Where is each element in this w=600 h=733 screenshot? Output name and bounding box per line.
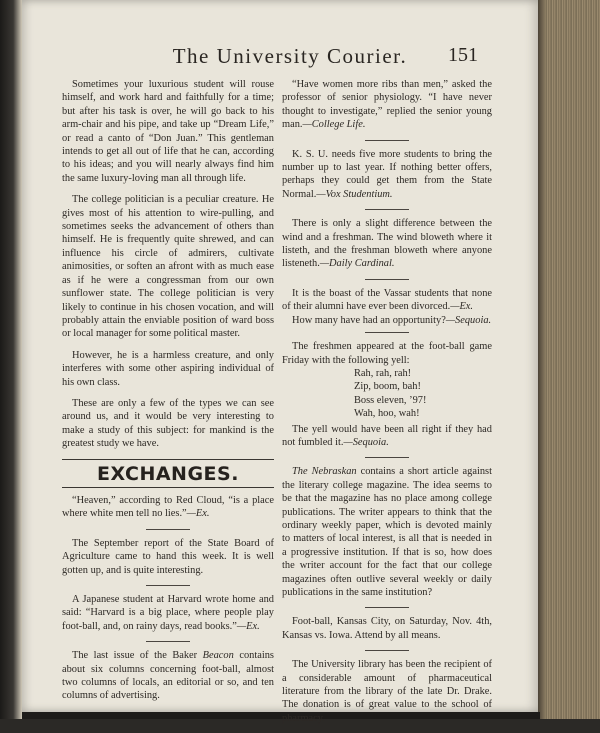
exchange-item-football-iowa: Foot-ball, Kansas City, on Saturday, Nov. 4th, Kansas vs. Iowa. Attend by all means. [282, 616, 492, 641]
yell-line: Wah, hoo, wah! [354, 408, 420, 420]
exchange-item-freshman-yell: The freshmen appeared at the foot-ball game Friday with the following yell: [282, 341, 492, 366]
exchange-item-red-cloud: “Heaven,” according to Red Cloud, “is a place where white men tell no lies.”—Ex. [62, 494, 274, 520]
separator [146, 529, 190, 530]
section-rule-bottom [62, 487, 274, 488]
right-column [282, 78, 492, 733]
separator [365, 457, 409, 458]
book-gutter-edge [0, 0, 22, 719]
page-number: 151 [448, 44, 478, 66]
separator [365, 332, 409, 333]
separator [146, 641, 190, 642]
exchange-item-vassar: It is the boast of the Vassar students that none of their alumni have ever been divorced.—Ex. [282, 287, 492, 313]
separator [365, 607, 409, 608]
yell-line: Boss eleven, ’97! [354, 394, 427, 406]
exchange-item-harvard: A Japanese student at Harvard wrote home and said: “Harvard is a big place, where people play foot-ball, and, on rainy days, read books.”—Ex. [62, 594, 274, 632]
separator [365, 140, 409, 141]
exchange-item-ribs: “Have women more ribs than men,” asked the professor of senior physiology. “I have never thought to investigate,” replied the senior young man.—College Life. [282, 79, 492, 131]
separator [365, 650, 409, 651]
paragraph-types-conclusion: These are only a few of the types we can see around us, and it would be very interesting to make a study of this subject: for mankind is the greatest study we have. [62, 397, 274, 450]
yell-verse [282, 367, 492, 421]
exchange-item-ksu: K. S. U. needs five more students to bring the number up to last year. If nothing better offers, perhaps they could get them from the State Normal.—Vox Studentium. [282, 148, 492, 200]
exchange-item-library: The University library has been the recipient of a considerable amount of pharmaceutical literature from the library of the late Dr. Drake. The donation is of great value to the school of pharmacy. [282, 659, 492, 724]
yell-line: Zip, boom, bah! [354, 381, 421, 393]
paragraph-harmless-creature: However, he is a harmless creature, and only interferes with some other aspiring individual of his own class. [62, 349, 274, 388]
separator [365, 209, 409, 210]
page-stack-edge [538, 0, 600, 719]
yell-line: Rah, rah, rah! [354, 367, 412, 379]
exchange-item-opportunity: How many have had an opportunity?—Sequoia. [292, 314, 492, 326]
separator [365, 279, 409, 280]
exchange-item-baker-beacon: The last issue of the Baker Beacon contains about six columns concerning foot-ball, almost two columns of locals, an editorial or so, and ten columns of advertising. [62, 650, 274, 702]
exchange-item-fumbled: The yell would have been all right if they had not fumbled it.—Sequoia. [282, 423, 492, 448]
left-column [62, 78, 274, 711]
page-title: The University Courier. [172, 44, 408, 68]
exchange-item-state-board: The September report of the State Board of Agriculture came to hand this week. It is well gotten up, and is quite interesting. [62, 537, 274, 576]
separator [146, 585, 190, 586]
section-heading-exchanges: EXCHANGES. [97, 462, 239, 485]
exchange-item-wind-freshman: There is only a slight difference between the wind and a freshman. The wind bloweth where it listeth, and the freshman bloweth where anyone listeneth.—Daily Cardinal. [282, 218, 492, 270]
paragraph-college-politician: The college politician is a peculiar creature. He gives most of his attention to wire-pulling, and sometimes seeks the advancement of others than himself. He is frequently quite shrewed, and can influence his circle of admirers, cultivate animosities, or soften an afront with as much ease as if he were a congressman from our own sunflower state. The college politician is very likely to continue in his chosen vocation, and will probably attain the enviable position of ward boss or local manager for some political master. [62, 194, 274, 340]
paragraph-luxurious-student: Sometimes your luxurious student will rouse himself, and work hard and faithfully for a time; but after his task is over, he will go back to his arm-chair and his pipe, and take up “Dream Life,” or read a canto of “Don Juan.” This gentleman intends to get all out of life that he can, according to his ideas; and you will nearly always find him the same luxury-loving man all through life. [62, 79, 274, 184]
exchange-item-nebraskan: The Nebraskan contains a short article against the literary college magazine. The idea seems to be that the magazine has no place among college publications. The writer appears to think that the ordinary weekly paper, which is devoted mainly to matters of local interest, is all that is needed in a progressive institution. If that is so, how does the writer account for the fact that our college magazines often outlive several weekly or daily publications in the same institution? [282, 466, 492, 598]
section-rule-top [62, 459, 274, 460]
